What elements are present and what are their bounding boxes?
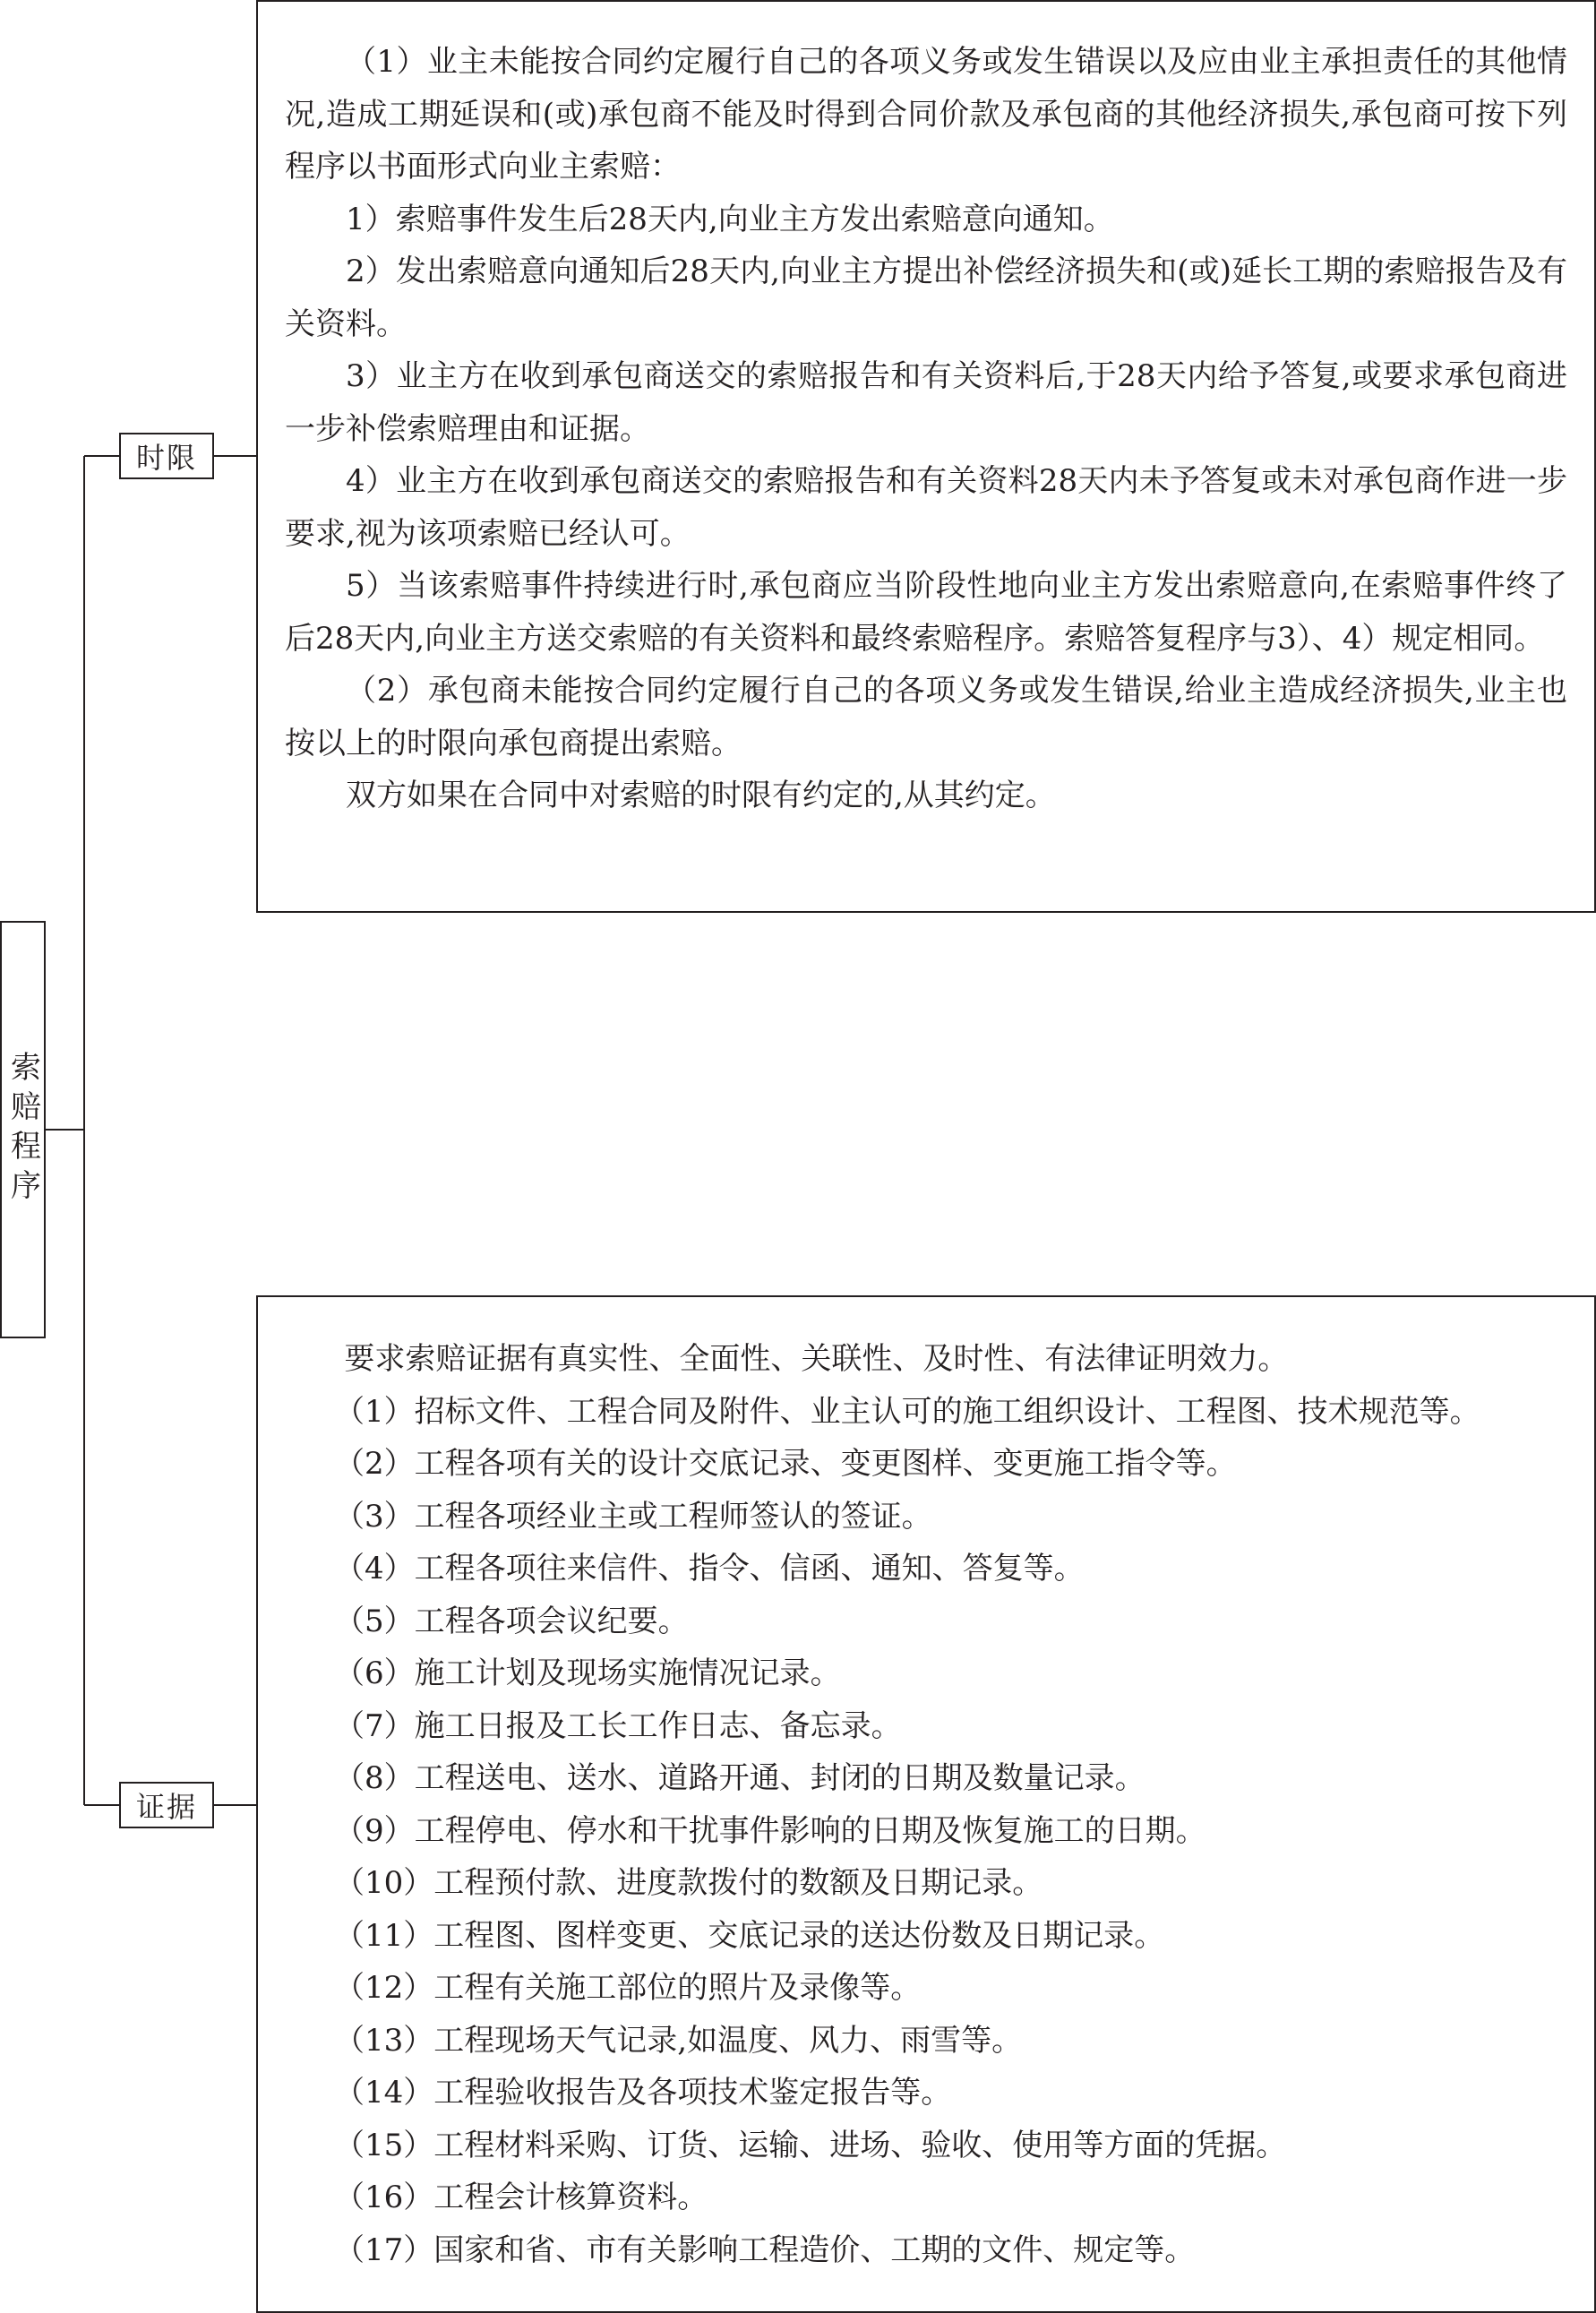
branch-label: 证据 <box>135 1790 197 1824</box>
evidence-item: （14）工程验收报告及各项技术鉴定报告等。 <box>334 2075 952 2111</box>
time-limit-content <box>256 0 1596 913</box>
evidence-item: （7）施工日报及工长工作日志、备忘录。 <box>334 1707 902 1744</box>
evidence-item: （10）工程预付款、进度款拨付的数额及日期记录。 <box>334 1865 1043 1901</box>
paragraph: 双方如果在合同中对索赔的时限有约定的,从其约定。 <box>346 778 1056 813</box>
evidence-content <box>256 1295 1596 2313</box>
evidence-item: （9）工程停电、停水和干扰事件影响的日期及恢复施工的日期。 <box>334 1812 1206 1849</box>
paragraph: （1）业主未能按合同约定履行自己的各项义务或发生错误以及应由业主承担责任的其他情况,造成工期延误和(或)承包商不能及时得到合同价款及承包商的其他经济损失,承包商可按下列程序以书面形式向业主索赔： <box>285 44 1567 185</box>
paragraph: 5）当该索赔事件持续进行时,承包商应当阶段性地向业主方发出索赔意向,在索赔事件终了后28天内,向业主方送交索赔的有关资料和最终索赔程序。索赔答复程序与3）、4）规定相同。 <box>285 568 1567 657</box>
paragraph: （2）承包商未能按合同约定履行自己的各项义务或发生错误,给业主造成经济损失,业主也按以上的时限向承包商提出索赔。 <box>285 673 1567 761</box>
evidence-item: （5）工程各项会议纪要。 <box>334 1603 689 1639</box>
evidence-item: （6）施工计划及现场实施情况记录。 <box>334 1655 841 1691</box>
paragraph: 3）业主方在收到承包商送交的索赔报告和有关资料后,于28天内给予答复,或要求承包商进一步补偿索赔理由和证据。 <box>285 358 1567 447</box>
evidence-item: （11）工程图、图样变更、交底记录的送达份数及日期记录。 <box>334 1917 1165 1954</box>
evidence-item: （13）工程现场天气记录,如温度、风力、雨雪等。 <box>334 2022 1023 2059</box>
evidence-item: （16）工程会计核算资料。 <box>334 2180 708 2215</box>
paragraph: 1）索赔事件发生后28天内,向业主方发出索赔意向通知。 <box>346 201 1114 237</box>
evidence-item: （17）国家和省、市有关影响工程造价、工期的文件、规定等。 <box>334 2231 1196 2268</box>
branch-node-time-limit <box>119 433 214 479</box>
evidence-item: （4）工程各项往来信件、指令、信函、通知、答复等。 <box>334 1551 1085 1586</box>
evidence-item: （1）招标文件、工程合同及附件、业主认可的施工组织设计、工程图、技术规范等。 <box>334 1393 1480 1430</box>
branch-node-evidence <box>119 1782 214 1828</box>
root-node <box>0 921 46 1338</box>
branch-label: 时限 <box>135 441 197 475</box>
evidence-intro: 要求索赔证据有真实性、全面性、关联性、及时性、有法律证明效力。 <box>344 1341 1289 1377</box>
evidence-item: （3）工程各项经业主或工程师签认的签证。 <box>334 1498 932 1535</box>
paragraph: 2）发出索赔意向通知后28天内,向业主方提出补偿经济损失和(或)延长工期的索赔报告及有关资料。 <box>285 254 1567 342</box>
paragraph: 4）业主方在收到承包商送交的索赔报告和有关资料28天内未予答复或未对承包商作进一步要求,视为该项索赔已经认可。 <box>285 463 1567 552</box>
evidence-item: （8）工程送电、送水、道路开通、封闭的日期及数量记录。 <box>334 1760 1146 1796</box>
evidence-item: （12）工程有关施工部位的照片及录像等。 <box>334 1970 922 2006</box>
evidence-item: （15）工程材料采购、订货、运输、进场、验收、使用等方面的凭据。 <box>334 2127 1287 2163</box>
evidence-item: （2）工程各项有关的设计交底记录、变更图样、变更施工指令等。 <box>334 1446 1237 1482</box>
root-label: 索赔程序 <box>4 1051 41 1208</box>
